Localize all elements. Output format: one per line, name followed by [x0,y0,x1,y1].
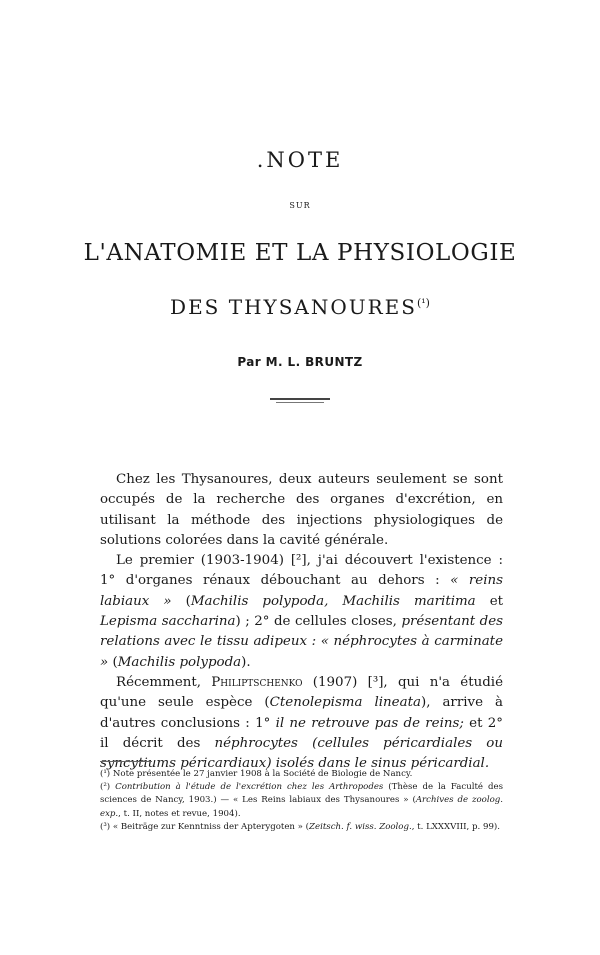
p3-text-a: Récemment, [116,674,212,690]
p2-species-machilis: Machilis polypoda, Machilis maritima [190,593,476,609]
body-text [100,470,503,774]
p2-nephrocytes: présentant des relations avec le tissu adipeux : « néphrocytes à carminate » [100,614,503,670]
p3-text-b: (1907) [³], qui n'a étudié qu'une seule espèce ( [100,674,503,711]
subtitle-footnote-ref: (¹) [416,296,430,310]
p2-text-e: et [475,593,504,609]
note-heading: .NOTE [256,148,344,172]
footnotes [100,768,503,834]
p2-text-a: Le premier (1903-1904) [²], j'ai découvert l'existence : 1° d'organes rénaux débouchant au dehors : [100,553,503,589]
paragraph-1: Chez les Thysanoures, deux auteurs seulement se sont occupés de la recherche des organes d'excrétion, en utilisant la méthode des injections physiologiques de solutions colorées dans la cavité générale. [100,472,503,548]
footnote-3 [100,821,503,834]
title-divider-thin [276,402,324,403]
p2-species-polypoda: Machilis polypoda [117,654,242,670]
p3-nephrocytes: néphrocytes (cellules péricardiales ou syncytiums péricardiaux) isolés dans le sinus péricardial. [100,735,503,772]
p2-text-c: ( [171,593,191,609]
p3-text-d: ), arrive à d'autres conclusions : 1° [100,695,503,731]
p2-text-i: ( [108,654,118,670]
fn2-text: (Thèse de la Faculté des sciences de Nancy, 1903.) — « Les Reins labiaux des Thysanoures » ( [100,782,503,806]
footnote-1: (¹) Note présentée le 27 janvier 1908 à la Société de Biologie de Nancy. [100,769,413,779]
p3-text-f: et 2° il décrit des [100,715,503,751]
fn2-title: Contribution à l'étude de l'excrétion chez les Arthropodes [115,782,384,793]
p2-text-k: ). [241,654,251,670]
fn2-journal: Archives de zoolog. exp. [100,795,504,819]
paragraph-3 [100,673,503,774]
footnote-divider [100,761,152,762]
p2-text-g: ) ; 2° de cellules closes, [235,614,402,630]
subtitle-text: DES THYSANOURES [170,295,417,319]
p2-reins-labiaux: « reins labiaux » [100,573,503,609]
fn3-end: , t. LXXXVIII, p. 99). [411,821,500,832]
author-line: Par M. L. BRUNTZ [237,355,363,369]
p2-species-lepisma: Lepisma saccharina [100,614,236,630]
fn3-text: (³) « Beiträge zur Kenntniss der Apterygoten » ( [100,821,310,832]
fn2-marker: (²) [100,782,116,793]
p3-no-reins: il ne retrouve pas de reins; [275,715,464,731]
subtitle [0,295,600,319]
p3-species: Ctenolepisma lineata [269,695,421,711]
footnote-2 [100,781,503,821]
title-divider [270,398,330,400]
sur-label: SUR [289,201,311,210]
fn2-end: , t. II, notes et revue, 1904). [118,808,241,819]
paragraph-2 [100,551,503,673]
main-title: L'ANATOMIE ET LA PHYSIOLOGIE [83,240,517,266]
fn3-journal: Zeitsch. f. wiss. Zoolog. [309,821,412,832]
p3-author-name: Philiptschenko [211,674,303,690]
